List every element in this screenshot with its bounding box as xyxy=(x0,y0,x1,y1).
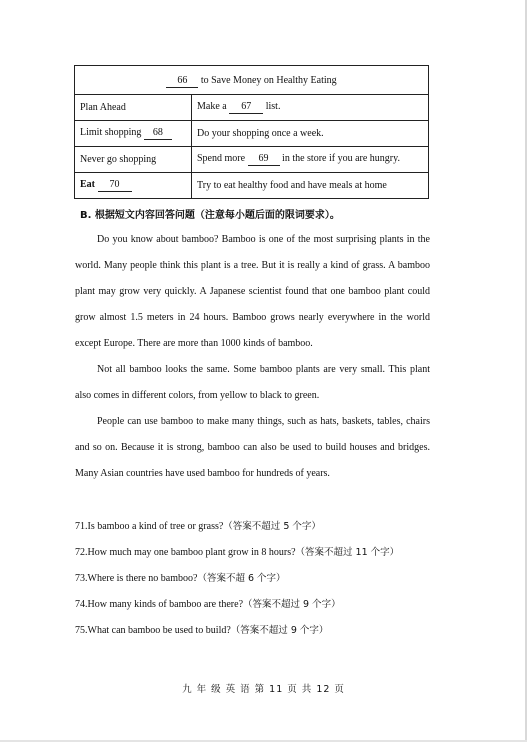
table-row xyxy=(75,147,429,173)
cell-text: Limit shopping xyxy=(80,126,142,138)
question-text: 74.How many kinds of bamboo are there? xyxy=(75,599,244,610)
passage-paragraph: Do you know about bamboo? Bamboo is one of the most surprising plants in the world. Many people think this plant is a tree. But it is really a kind of grass. A bamboo plant may grow very quickly. A Japanese scientist found that one bamboo plant could grow almost 1.5 meters in 24 hours. Bamboo grows nearly everywhere in the world except Europe. There are more than 1000 kinds of bamboo. xyxy=(75,234,430,349)
question-limit-note: （答案不超过 5 个字） xyxy=(223,521,321,532)
question-text: 71.Is bamboo a kind of tree or grass? xyxy=(75,521,224,532)
question-limit-note: （答案不超过 9 个字） xyxy=(230,625,329,636)
table-cell-right xyxy=(192,173,429,199)
blank-70[interactable]: 70 xyxy=(98,180,132,192)
question-text: 75.What can bamboo be used to build? xyxy=(75,625,231,636)
blank-66[interactable]: 66 xyxy=(166,76,198,88)
tips-table xyxy=(74,65,429,199)
question-75 xyxy=(75,618,435,644)
table-cell-left xyxy=(75,121,192,147)
table-row xyxy=(75,95,429,121)
table-cell-right xyxy=(192,147,429,173)
blank-68[interactable]: 68 xyxy=(144,128,172,140)
table-title-cell xyxy=(75,66,429,95)
page-footer: 九 年 级 英 语 第 11 页 共 12 页 xyxy=(182,684,345,695)
question-71 xyxy=(75,514,435,540)
question-73 xyxy=(75,566,435,592)
cell-text: Spend more xyxy=(197,152,246,164)
table-title-row xyxy=(75,66,429,95)
question-text: 73.Where is there no bamboo? xyxy=(75,573,198,584)
blank-67[interactable]: 67 xyxy=(229,102,263,114)
cell-text: Eat xyxy=(80,178,95,190)
table-row xyxy=(75,173,429,199)
table-cell-left xyxy=(75,173,192,199)
table-row xyxy=(75,121,429,147)
cell-text: in the store if you are hungry. xyxy=(282,152,400,164)
blank-69[interactable]: 69 xyxy=(248,154,280,166)
cell-text: Never go shopping xyxy=(80,153,157,165)
table-title-text: to Save Money on Healthy Eating xyxy=(200,74,337,86)
question-limit-note: （答案不超 6 个字） xyxy=(197,573,286,584)
cell-text: list. xyxy=(265,100,281,112)
question-74 xyxy=(75,592,435,618)
cell-text: Try to eat healthy food and have meals at home xyxy=(197,179,387,191)
table-cell-left xyxy=(75,95,192,121)
section-heading: B. 根据短文内容回答问题（注意每小题后面的限词要求）。 xyxy=(80,210,340,221)
cell-text: Make a xyxy=(197,100,227,112)
table-cell-right xyxy=(192,121,429,147)
table-cell-right xyxy=(192,95,429,121)
question-list xyxy=(75,514,435,644)
cell-text: Do your shopping once a week. xyxy=(197,127,324,139)
question-limit-note: （答案不超过 9 个字） xyxy=(243,599,341,610)
question-72 xyxy=(75,540,435,566)
passage-paragraph: People can use bamboo to make many things, such as hats, baskets, tables, chairs and so on. Because it is strong, bamboo can also be used to build houses and bridges. Many Asian countries have used bamboo for hundreds of years. xyxy=(75,416,430,479)
passage-paragraph: Not all bamboo looks the same. Some bamboo plants are very small. This plant also comes in different colors, from yellow to black to green. xyxy=(75,364,430,401)
question-text: 72.How much may one bamboo plant grow in 8 hours? xyxy=(75,547,296,558)
reading-passage xyxy=(75,227,430,487)
table-cell-left xyxy=(75,147,192,173)
question-limit-note: （答案不超过 11 个字） xyxy=(295,547,400,558)
cell-text: Plan Ahead xyxy=(80,101,126,113)
